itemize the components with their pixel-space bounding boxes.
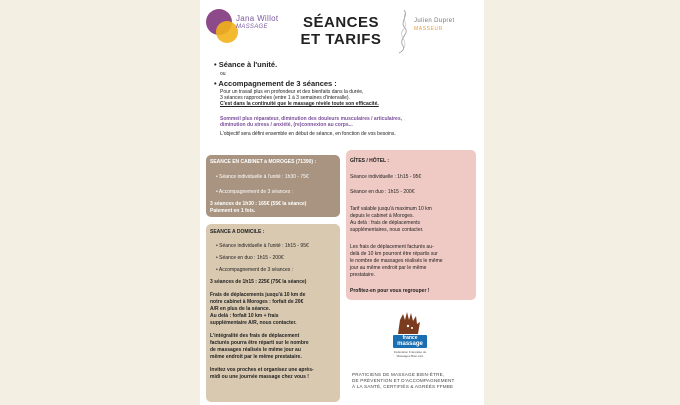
gites-item: Séance individuelle : 1h15 - 95€ — [350, 174, 422, 180]
slogan-line: DE PRÉVENTION ET D'ACCOMPAGNEMENT — [352, 378, 455, 383]
intro-line: 3 séances rapprochées (entre 1 à 3 semaines d'intervalle). — [220, 95, 350, 101]
federation-slogan — [352, 372, 480, 390]
gites-tarif-line: Au delà : frais de déplacements — [350, 220, 421, 226]
objective-text: L'objectif sera défini ensemble en début de séance, en fonction de vos besoins. — [220, 131, 396, 137]
cabinet-item: • Séance individuelle à l'unité : 1h30 - 75€ — [216, 174, 309, 180]
gites-tarif-line: Tarif valable jusqu'à maximum 10 km — [350, 206, 432, 212]
domicile-share-line: L'intégralité des frais de déplacement — [210, 333, 300, 339]
domicile-share-line: facturés pourra être réparti sur le nombre — [210, 340, 309, 346]
domicile-heading: SEANCE A DOMICILE : — [210, 229, 265, 235]
page-title — [300, 14, 382, 48]
domicile-invite-line: Invitez vos proches et organisez une après- — [210, 367, 314, 373]
slogan-line: PRATICIENS DE MASSAGE BIEN-ÊTRE, — [352, 372, 445, 377]
option-three-sessions: • Accompagnement de 3 séances : — [214, 79, 337, 88]
domicile-share-line: même endroit par le même prestataire. — [210, 354, 302, 360]
brand-right-name: Julien Dupret — [414, 18, 455, 24]
france-massage-logo — [390, 310, 430, 366]
logo-word-2: massage — [397, 341, 423, 347]
gites-box — [346, 150, 476, 300]
gites-tarif-line: supplémentaires, nous contacter. — [350, 227, 424, 233]
cabinet-box — [206, 155, 340, 217]
gites-share-line: jour au même endroit par le même — [350, 265, 427, 271]
hand-icon — [390, 310, 430, 336]
julien-dupret-logo-icon — [395, 8, 413, 54]
benefits-line: diminution du stress / anxiété, (re)connexion au corps... — [220, 122, 353, 128]
or-text: ou — [220, 71, 226, 77]
title-line-2: ET TARIFS — [300, 31, 382, 48]
gites-share-line: le nombre de massages réalisés le même — [350, 258, 443, 264]
domicile-fee-line: A/R en plus de la séance. — [210, 306, 271, 312]
option-single-session: • Séance à l'unité. — [214, 60, 278, 69]
cabinet-pack: 3 séances de 1h30 : 165€ (55€ la séance) — [210, 201, 307, 207]
domicile-pack: 3 séances de 1h15 : 225€ (75€ la séance) — [210, 279, 307, 285]
gites-share-line: prestataire. — [350, 272, 376, 278]
domicile-item: • Séance en duo : 1h15 - 200€ — [216, 255, 284, 261]
cabinet-item: • Accompagnement de 3 séances : — [216, 189, 294, 195]
gites-tarif-line: depuis le cabinet à Moroges. — [350, 213, 414, 219]
gites-profit: Profitez-en pour vous regrouper ! — [350, 288, 430, 294]
domicile-share-line: de massages réalisés le même jour au — [210, 347, 301, 353]
brand-left-name: Jana Willot — [236, 14, 279, 23]
brand-right-sub: MASSEUR — [414, 26, 443, 32]
cabinet-heading: SEANCE EN CABINET à MOROGES (71390) : — [210, 159, 317, 165]
logo-caption: Fédération Française de Massages Bien-être — [393, 350, 427, 358]
slogan-line: À LA SANTÉ, CERTIFIÉS & AGRÉÉS FFMBE — [352, 384, 454, 389]
domicile-item: • Accompagnement de 3 séances : — [216, 267, 294, 273]
domicile-item: • Séance individuelle à l'unité : 1h15 - 95€ — [216, 243, 309, 249]
gites-share-line: Les frais de déplacement facturés au- — [350, 244, 434, 250]
cabinet-payment: Paiement en 1 fois. — [210, 208, 256, 214]
intro-underlined: C'est dans la continuité que le massage révèle toute son efficacité. — [220, 101, 379, 107]
pricing-flyer — [200, 0, 484, 405]
domicile-fee-line: Au delà : forfait 10 km + frais — [210, 313, 279, 319]
logo-word-1: france — [402, 335, 418, 341]
gites-heading: GÎTES / HÔTEL : — [350, 158, 390, 164]
benefits-line: Sommeil plus réparateur, diminution des douleurs musculaires / articulaires, — [220, 116, 402, 122]
domicile-fee-line: notre cabinet à Moroges : forfait de 20€ — [210, 299, 304, 305]
domicile-fee-line: Frais de déplacements jusqu'à 10 km de — [210, 292, 306, 298]
gites-item: Séance en duo : 1h15 - 200€ — [350, 189, 415, 195]
domicile-invite-line: midi ou une journée massage chez vous ! — [210, 374, 309, 380]
title-line-1: SÉANCES — [302, 14, 380, 31]
domicile-fee-line: supplémentaire A/R, nous contacter. — [210, 320, 297, 326]
brand-left-sub: MASSAGE — [236, 24, 268, 30]
france-massage-badge — [393, 335, 427, 348]
domicile-box — [206, 224, 340, 402]
intro-line: Pour un travail plus en profondeur et des bienfaits dans la durée, — [220, 89, 364, 95]
gites-share-line: delà de 10 km pourront être répartis sur — [350, 251, 438, 257]
